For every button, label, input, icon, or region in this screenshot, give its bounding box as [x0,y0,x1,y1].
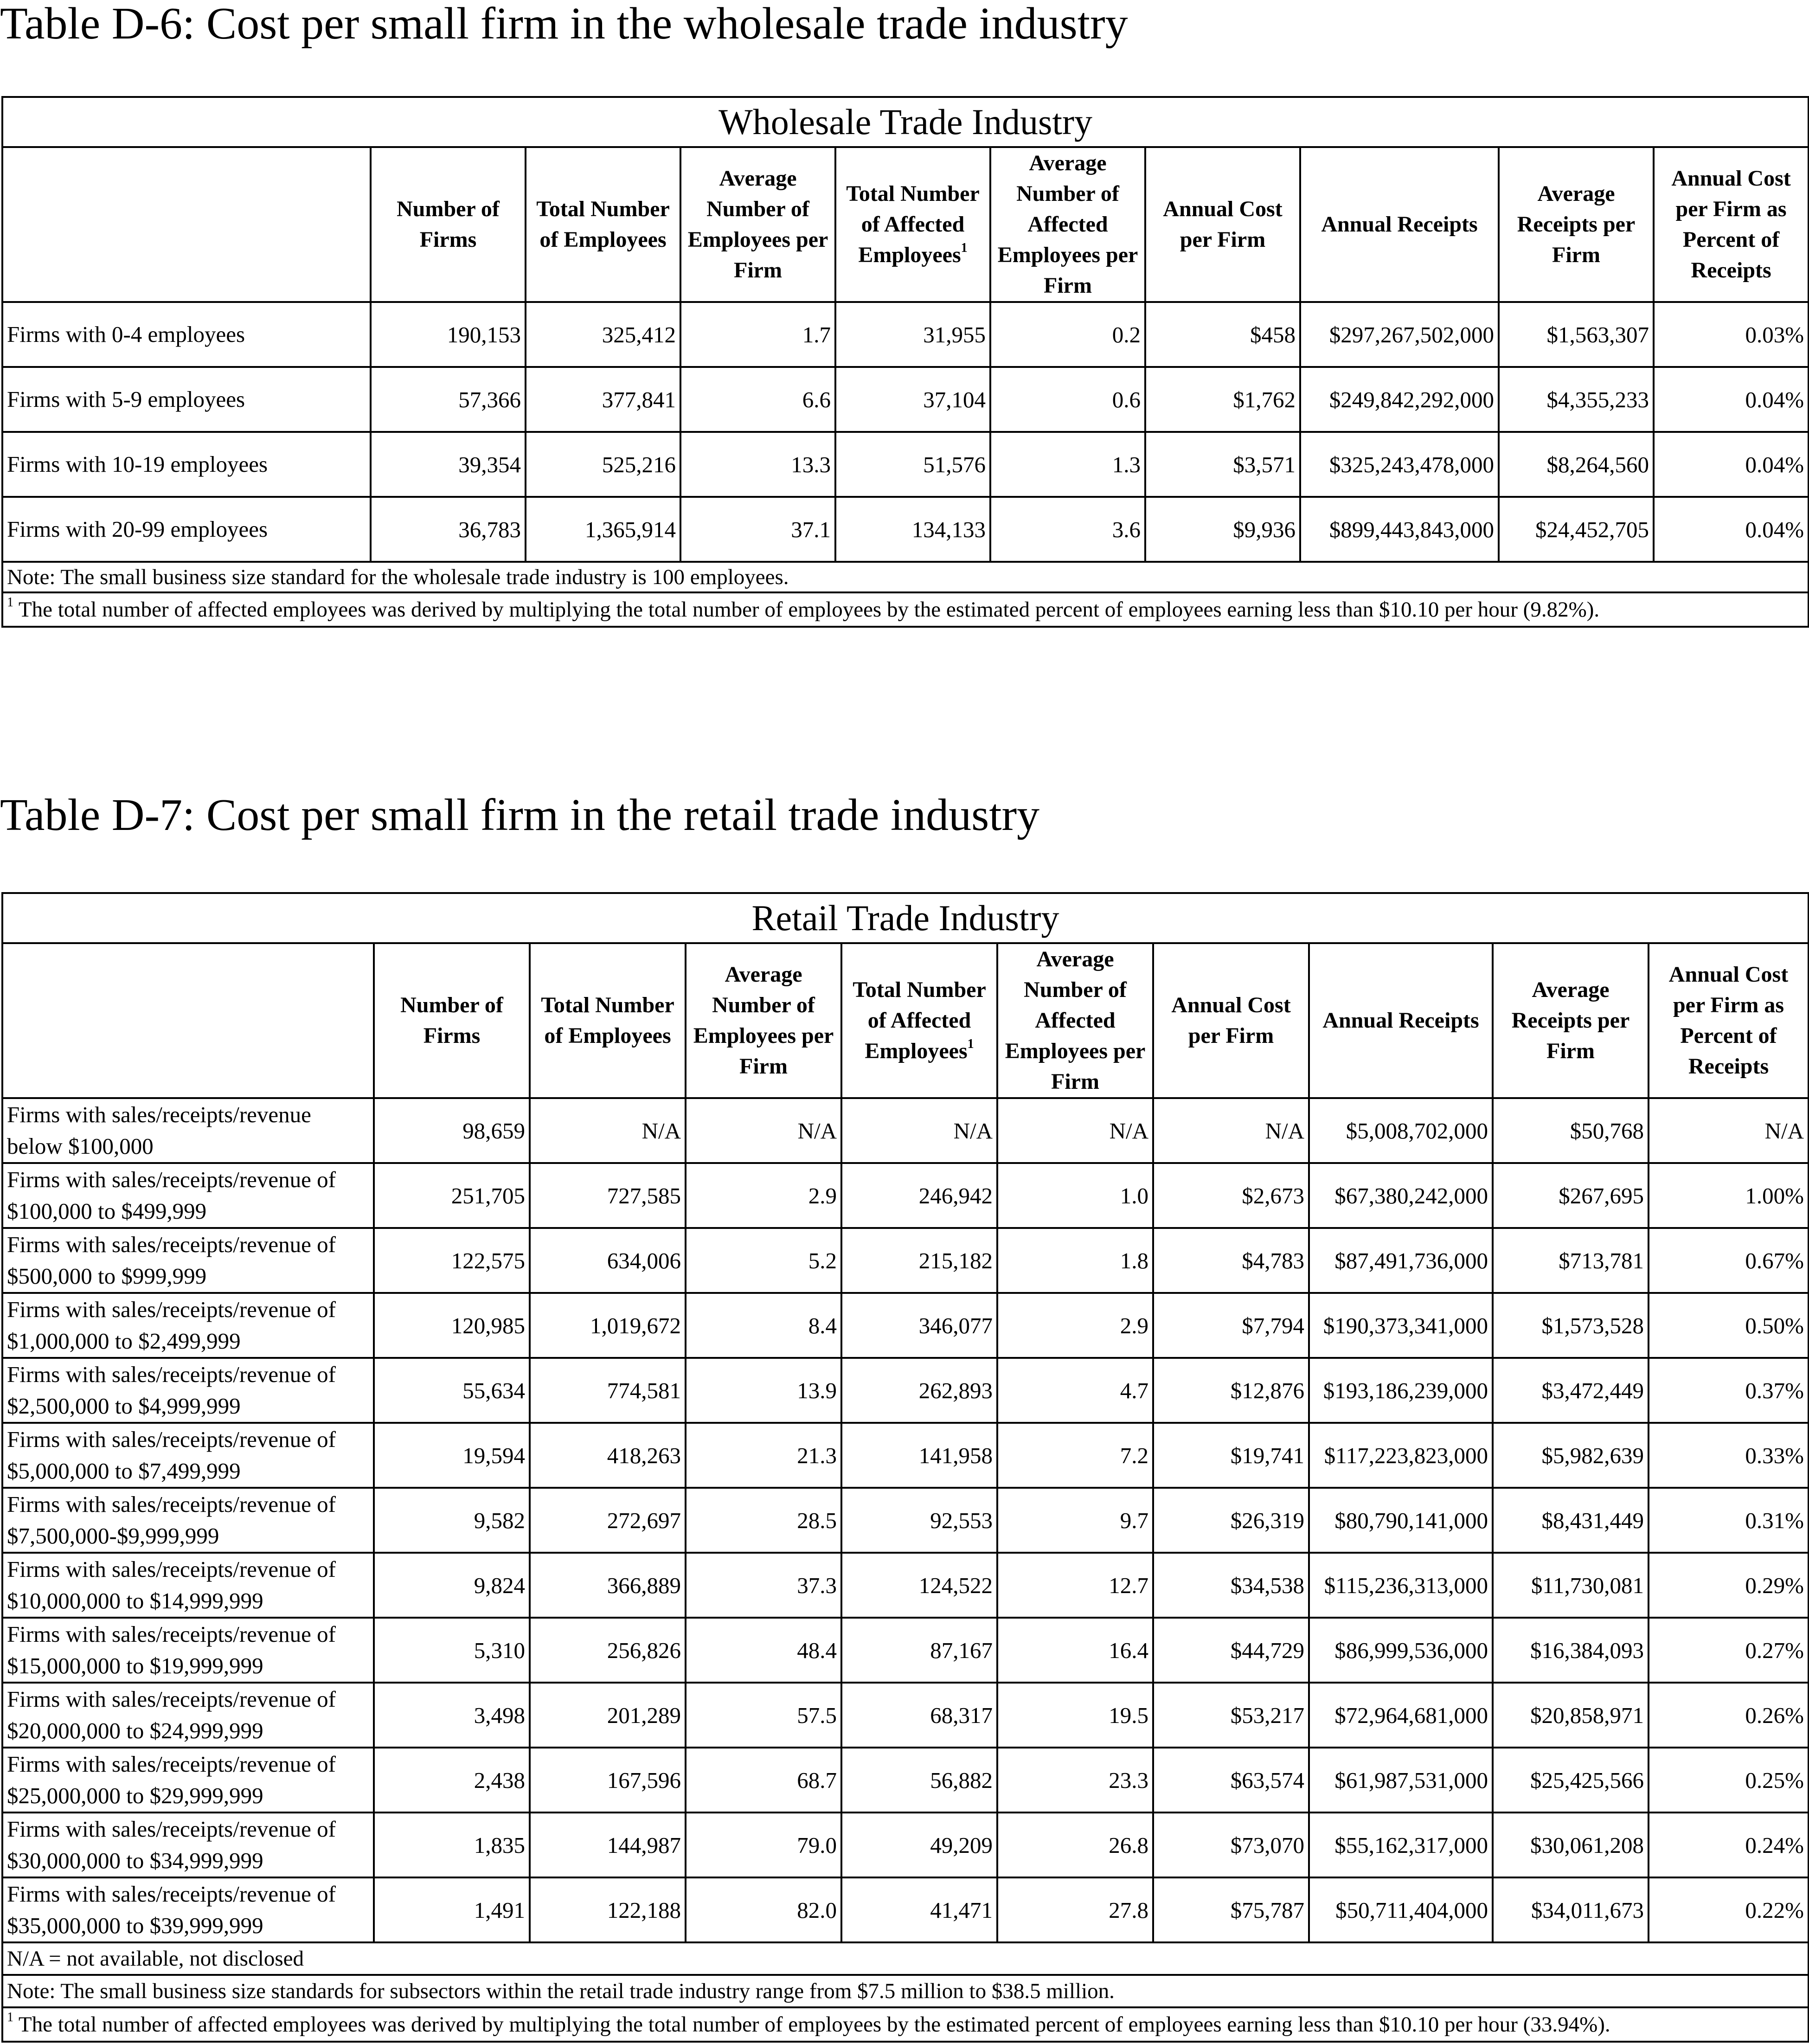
table-cell: $53,217 [1153,1683,1309,1748]
table-cell: $325,243,478,000 [1300,432,1499,497]
table-cell: 0.33% [1649,1423,1809,1488]
table-row [2,432,1809,497]
table-cell: $8,431,449 [1493,1488,1649,1553]
row-label: Firms with 20-99 employees [2,497,371,562]
table-cell: $63,574 [1153,1748,1309,1813]
header-total-affected-employees: Total Number of Affected Employees$^1$ [835,147,990,302]
table-cell: 2.9 [686,1163,841,1228]
table-d7-grid [1,892,1809,2043]
table-cell: 325,412 [526,302,680,367]
table-row [2,1423,1809,1488]
table-cell: $34,011,673 [1493,1877,1649,1942]
table-cell: $190,373,341,000 [1309,1293,1493,1358]
table-cell: 41,471 [841,1877,997,1942]
table-cell: $50,768 [1493,1098,1649,1163]
table-cell: 134,133 [835,497,990,562]
table-cell: 525,216 [526,432,680,497]
table-cell: $193,186,239,000 [1309,1358,1493,1423]
row-label: Firms with 0-4 employees [2,302,371,367]
table-cell: 122,575 [374,1228,530,1293]
table-cell: 0.31% [1649,1488,1809,1553]
table-row [2,1293,1809,1358]
header-total-affected-employees: Total Number of Affected Employees$^1$ [841,943,997,1098]
table-cell: 366,889 [530,1553,686,1618]
table-cell: 727,585 [530,1163,686,1228]
table-cell: $5,982,639 [1493,1423,1649,1488]
row-label: Firms with sales/receipts/revenue below $100,000 [2,1098,374,1163]
table-cell: N/A [841,1098,997,1163]
table-cell: 49,209 [841,1813,997,1877]
table-cell: 92,553 [841,1488,997,1553]
table-cell: 0.2 [990,302,1145,367]
footnote-marker: 1 [961,241,968,255]
table-row [2,1553,1809,1618]
table-cell: 256,826 [530,1618,686,1683]
table-d7-na-note: N/A = not available, not disclosed [2,1942,1809,1975]
table-cell: 144,987 [530,1813,686,1877]
table-cell: 215,182 [841,1228,997,1293]
table-cell: 79.0 [686,1813,841,1877]
header-number-of-firms: Number of Firms [374,943,530,1098]
header-cost-percent-of-receipts: Annual Cost per Firm as Percent of Receipts [1649,943,1809,1098]
table-row [2,1163,1809,1228]
table-cell: 68.7 [686,1748,841,1813]
table-cell: $72,964,681,000 [1309,1683,1493,1748]
table-cell: 1,835 [374,1813,530,1877]
table-cell: $80,790,141,000 [1309,1488,1493,1553]
table-cell: N/A [997,1098,1153,1163]
header-total-employees: Total Number of Employees [526,147,680,302]
header-annual-cost-per-firm: Annual Cost per Firm [1145,147,1300,302]
table-cell: $9,936 [1145,497,1300,562]
table-cell: 23.3 [997,1748,1153,1813]
table-cell: 28.5 [686,1488,841,1553]
table-cell: 6.6 [680,367,835,432]
table-cell: $26,319 [1153,1488,1309,1553]
table-cell: $12,876 [1153,1358,1309,1423]
row-label: Firms with sales/receipts/revenue of $10,000,000 to $14,999,999 [2,1553,374,1618]
row-label: Firms with sales/receipts/revenue of $30,000,000 to $34,999,999 [2,1813,374,1877]
table-cell: 13.3 [680,432,835,497]
table-cell: 120,985 [374,1293,530,1358]
table-row [2,1228,1809,1293]
table-cell: 39,354 [371,432,526,497]
row-label: Firms with 10-19 employees [2,432,371,497]
table-cell: 5.2 [686,1228,841,1293]
row-label: Firms with sales/receipts/revenue of $2,500,000 to $4,999,999 [2,1358,374,1423]
table-cell: 0.04% [1654,367,1809,432]
table-cell: 774,581 [530,1358,686,1423]
table-cell: 2,438 [374,1748,530,1813]
table-cell: 1.7 [680,302,835,367]
table-cell: 418,263 [530,1423,686,1488]
row-label: Firms with sales/receipts/revenue of $1,000,000 to $2,499,999 [2,1293,374,1358]
row-label: Firms with sales/receipts/revenue of $500,000 to $999,999 [2,1228,374,1293]
table-cell: $7,794 [1153,1293,1309,1358]
table-cell: 1,019,672 [530,1293,686,1358]
table-cell: 8.4 [686,1293,841,1358]
table-cell: 272,697 [530,1488,686,1553]
table-cell: 634,006 [530,1228,686,1293]
table-cell: $8,264,560 [1499,432,1654,497]
table-cell: $249,842,292,000 [1300,367,1499,432]
table-cell: 0.50% [1649,1293,1809,1358]
table-cell: 0.25% [1649,1748,1809,1813]
table-cell: 0.6 [990,367,1145,432]
header-avg-affected-employees-per-firm: Average Number of Affected Employees per Firm [990,147,1145,302]
table-cell: 0.22% [1649,1877,1809,1942]
table-d7-footnote: $^1$ The total number of affected employees was derived by multiplying the total number of employees by the estimated percent of employees earning less than $10.10 per hour (33.94%). [2,2007,1809,2042]
table-cell: 0.03% [1654,302,1809,367]
table-cell: $3,472,449 [1493,1358,1649,1423]
table-cell: 12.7 [997,1553,1153,1618]
table-cell: $67,380,242,000 [1309,1163,1493,1228]
table-cell: 55,634 [374,1358,530,1423]
table-cell: N/A [686,1098,841,1163]
table-cell: 36,783 [371,497,526,562]
table-cell: $61,987,531,000 [1309,1748,1493,1813]
table-cell: $458 [1145,302,1300,367]
table-cell: $73,070 [1153,1813,1309,1877]
table-cell: 1.00% [1649,1163,1809,1228]
table-d7-title: Table D-7: Cost per small firm in the retail trade industry [0,790,1040,840]
table-cell: 56,882 [841,1748,997,1813]
table-cell: 19.5 [997,1683,1153,1748]
table-cell: $713,781 [1493,1228,1649,1293]
table-cell: 37.1 [680,497,835,562]
table-cell: 1.3 [990,432,1145,497]
footnote-marker: 1 [967,1037,974,1051]
table-cell: $19,741 [1153,1423,1309,1488]
table-cell: $4,355,233 [1499,367,1654,432]
table-cell: $24,452,705 [1499,497,1654,562]
table-cell: $2,673 [1153,1163,1309,1228]
table-row [2,302,1809,367]
table-d6-caption: Wholesale Trade Industry [2,97,1809,147]
table-cell: 9,582 [374,1488,530,1553]
table-cell: $25,425,566 [1493,1748,1649,1813]
table-row [2,1813,1809,1877]
table-cell: 251,705 [374,1163,530,1228]
table-cell: $55,162,317,000 [1309,1813,1493,1877]
footnote-marker: 1 [7,595,13,610]
table-cell: 1.8 [997,1228,1153,1293]
footnote-marker: 1 [7,2010,13,2025]
header-row-label [2,943,374,1098]
table-cell: 0.04% [1654,497,1809,562]
table-cell: 0.37% [1649,1358,1809,1423]
table-cell: $30,061,208 [1493,1813,1649,1877]
row-label: Firms with sales/receipts/revenue of $35,000,000 to $39,999,999 [2,1877,374,1942]
header-annual-receipts: Annual Receipts [1309,943,1493,1098]
table-cell: $86,999,536,000 [1309,1618,1493,1683]
table-cell: 27.8 [997,1877,1153,1942]
table-d6-title: Table D-6: Cost per small firm in the wholesale trade industry [0,0,1128,49]
header-avg-receipts-per-firm: Average Receipts per Firm [1499,147,1654,302]
table-row [2,497,1809,562]
table-cell: $117,223,823,000 [1309,1423,1493,1488]
table-d7 [1,892,1808,2043]
table-cell: 37.3 [686,1553,841,1618]
table-d7-note: Note: The small business size standards for subsectors within the retail trade industry range from $7.5 million to $38.5 million. [2,1975,1809,2007]
table-cell: 346,077 [841,1293,997,1358]
table-cell: 1.0 [997,1163,1153,1228]
header-annual-cost-per-firm: Annual Cost per Firm [1153,943,1309,1098]
table-cell: $16,384,093 [1493,1618,1649,1683]
table-d6-grid [1,96,1809,628]
header-avg-employees-per-firm: Average Number of Employees per Firm [686,943,841,1098]
table-cell: $34,538 [1153,1553,1309,1618]
header-cost-percent-of-receipts: Annual Cost per Firm as Percent of Receipts [1654,147,1809,302]
table-cell: $4,783 [1153,1228,1309,1293]
header-avg-receipts-per-firm: Average Receipts per Firm [1493,943,1649,1098]
table-cell: 51,576 [835,432,990,497]
table-cell: 0.24% [1649,1813,1809,1877]
table-cell: $5,008,702,000 [1309,1098,1493,1163]
table-cell: 82.0 [686,1877,841,1942]
table-cell: 57.5 [686,1683,841,1748]
table-cell: 37,104 [835,367,990,432]
table-cell: N/A [1153,1098,1309,1163]
row-label: Firms with 5-9 employees [2,367,371,432]
table-cell: 0.29% [1649,1553,1809,1618]
table-cell: 190,153 [371,302,526,367]
table-d6 [1,96,1808,628]
table-cell: $87,491,736,000 [1309,1228,1493,1293]
header-number-of-firms: Number of Firms [371,147,526,302]
table-d6-note: Note: The small business size standard for the wholesale trade industry is 100 employees. [2,562,1809,592]
table-cell: 9.7 [997,1488,1153,1553]
table-cell: 124,522 [841,1553,997,1618]
table-cell: 0.27% [1649,1618,1809,1683]
table-cell: $1,563,307 [1499,302,1654,367]
table-cell: 377,841 [526,367,680,432]
table-cell: 4.7 [997,1358,1153,1423]
table-cell: 57,366 [371,367,526,432]
table-cell: $267,695 [1493,1163,1649,1228]
table-cell: 1,491 [374,1877,530,1942]
table-cell: 9,824 [374,1553,530,1618]
table-cell: 1,365,914 [526,497,680,562]
table-cell: 262,893 [841,1358,997,1423]
header-avg-employees-per-firm: Average Number of Employees per Firm [680,147,835,302]
table-cell: 3.6 [990,497,1145,562]
row-label: Firms with sales/receipts/revenue of $7,500,000-$9,999,999 [2,1488,374,1553]
table-row [2,1877,1809,1942]
table-cell: 98,659 [374,1098,530,1163]
table-cell: 13.9 [686,1358,841,1423]
table-cell: $44,729 [1153,1618,1309,1683]
row-label: Firms with sales/receipts/revenue of $20,000,000 to $24,999,999 [2,1683,374,1748]
row-label: Firms with sales/receipts/revenue of $15,000,000 to $19,999,999 [2,1618,374,1683]
table-cell: $11,730,081 [1493,1553,1649,1618]
table-cell: $1,762 [1145,367,1300,432]
table-cell: N/A [1649,1098,1809,1163]
table-cell: 246,942 [841,1163,997,1228]
table-cell: 5,310 [374,1618,530,1683]
table-cell: N/A [530,1098,686,1163]
table-cell: 2.9 [997,1293,1153,1358]
table-cell: 7.2 [997,1423,1153,1488]
header-row-label [2,147,371,302]
table-cell: $50,711,404,000 [1309,1877,1493,1942]
header-annual-receipts: Annual Receipts [1300,147,1499,302]
row-label: Firms with sales/receipts/revenue of $5,000,000 to $7,499,999 [2,1423,374,1488]
table-cell: 48.4 [686,1618,841,1683]
table-cell: 201,289 [530,1683,686,1748]
table-cell: 0.67% [1649,1228,1809,1293]
table-row [2,1358,1809,1423]
table-row [2,367,1809,432]
table-cell: 0.26% [1649,1683,1809,1748]
table-cell: $20,858,971 [1493,1683,1649,1748]
table-row [2,1748,1809,1813]
row-label: Firms with sales/receipts/revenue of $25,000,000 to $29,999,999 [2,1748,374,1813]
table-cell: 31,955 [835,302,990,367]
table-row [2,1683,1809,1748]
table-cell: 16.4 [997,1618,1153,1683]
table-cell: 0.04% [1654,432,1809,497]
table-cell: 167,596 [530,1748,686,1813]
table-row [2,1488,1809,1553]
table-d7-caption: Retail Trade Industry [2,893,1809,943]
table-cell: $75,787 [1153,1877,1309,1942]
table-cell: 19,594 [374,1423,530,1488]
table-cell: 68,317 [841,1683,997,1748]
row-label: Firms with sales/receipts/revenue of $100,000 to $499,999 [2,1163,374,1228]
table-d6-footnote: $^1$ The total number of affected employees was derived by multiplying the total number of employees by the estimated percent of employees earning less than $10.10 per hour (9.82%). [2,592,1809,627]
table-row [2,1618,1809,1683]
header-avg-affected-employees-per-firm: Average Number of Affected Employees per Firm [997,943,1153,1098]
table-cell: 87,167 [841,1618,997,1683]
table-cell: 3,498 [374,1683,530,1748]
table-cell: 141,958 [841,1423,997,1488]
table-cell: $3,571 [1145,432,1300,497]
table-cell: $1,573,528 [1493,1293,1649,1358]
table-cell: 26.8 [997,1813,1153,1877]
table-cell: $115,236,313,000 [1309,1553,1493,1618]
table-cell: $297,267,502,000 [1300,302,1499,367]
table-cell: 21.3 [686,1423,841,1488]
table-cell: 122,188 [530,1877,686,1942]
table-cell: $899,443,843,000 [1300,497,1499,562]
table-row [2,1098,1809,1163]
header-total-employees: Total Number of Employees [530,943,686,1098]
